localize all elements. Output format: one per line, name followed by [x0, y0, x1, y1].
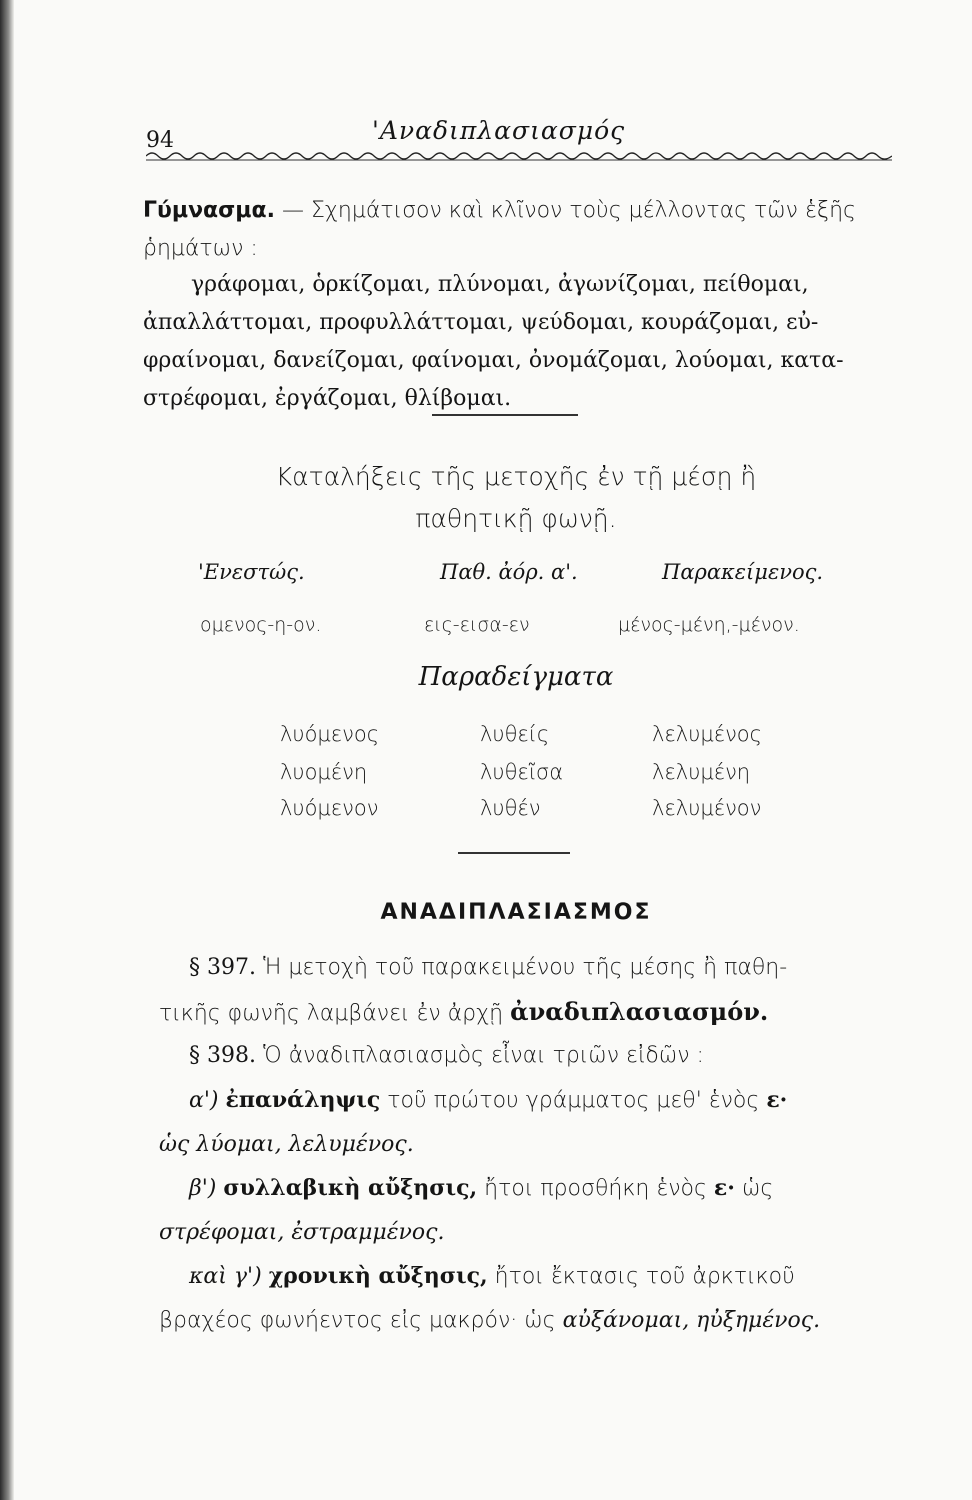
letter: ε·	[713, 1175, 735, 1201]
example-aorist: λυθεῖσα	[480, 760, 564, 784]
paragraph-number: § 397.	[189, 955, 256, 980]
paragraph-text: Ἡ μετοχὴ τοῦ παρακειμένου τῆς μέσης ἢ παθη-	[262, 955, 788, 980]
column-header-aorist: Παθ. ἀόρ. α'.	[440, 560, 578, 584]
item-example: αὐξάνομαι, ηὐξημένος.	[562, 1308, 821, 1333]
exercise-verbs	[143, 266, 903, 418]
example-present: λυόμενος	[280, 722, 380, 746]
ending-aorist: εις-εισα-εν	[424, 614, 530, 636]
ending-present: ομενος-η-ον.	[200, 614, 322, 636]
paragraph-number: § 398.	[189, 1043, 256, 1068]
column-header-perfect: Παρακείμενος.	[662, 560, 824, 584]
example-present: λυομένη	[280, 760, 368, 784]
item-text: ὡς	[741, 1176, 774, 1201]
paragraph-text: τικῆς φωνῆς λαμβάνει ἐν ἀρχῇ	[159, 1001, 504, 1026]
item-text: βραχέος φωνήεντος εἰς μακρόν· ὡς	[159, 1308, 556, 1333]
running-title: 'Αναδιπλασιασμός	[372, 116, 626, 145]
example-aorist: λυθέν	[480, 796, 541, 820]
exercise-instruction: — Σχημάτισον καὶ κλῖνον τοὺς μέλλοντας τῶν ἑξῆς ῥημάτων :	[143, 198, 856, 261]
exercise-intro	[143, 192, 903, 268]
paragraph-text: Ὁ ἀναδιπλασιασμὸς εἶναι τριῶν εἰδῶν :	[262, 1043, 704, 1068]
item-text: τοῦ πρώτου γράμματος μεθ' ἑνὸς	[387, 1088, 760, 1113]
item-example: ὡς λύομαι, λελυμένος.	[159, 1132, 414, 1157]
example-perfect: λελυμένος	[652, 722, 762, 746]
exercise-label: Γύμνασμα.	[143, 198, 275, 223]
key-term: χρονικὴ αὔξησις,	[268, 1263, 488, 1289]
column-header-present: 'Ενεστώς.	[198, 560, 305, 584]
letter: ε·	[766, 1087, 788, 1113]
key-term: ἀναδιπλασιασμόν.	[510, 997, 769, 1026]
verb-line: γράφομαι, ὁρκίζομαι, πλύνομαι, ἀγωνίζομαι, πείθομαι,	[191, 272, 809, 297]
ending-perfect: μένος-μένη,-μένον.	[618, 614, 800, 636]
item-a	[159, 1078, 905, 1167]
item-marker: β')	[189, 1176, 217, 1201]
item-b	[159, 1166, 905, 1255]
item-example: στρέφομαι, ἐστραμμένος.	[159, 1220, 445, 1245]
verb-line: ἀπαλλάττομαι, προφυλλάττομαι, ψεύδομαι, κουράζομαι, εὐ-	[143, 310, 819, 335]
key-term: συλλαβικὴ αὔξησις,	[223, 1175, 478, 1201]
item-marker: α')	[189, 1088, 219, 1113]
examples-title: Παραδείγματα	[418, 662, 614, 692]
example-present: λυόμενον	[280, 796, 379, 820]
verb-line: φραίνομαι, δανείζομαι, φαίνομαι, ὀνομάζομαι, λούομαι, κατα-	[143, 348, 844, 373]
item-marker: καὶ γ')	[189, 1264, 262, 1289]
paragraph-397	[159, 946, 905, 1036]
wavy-rule	[146, 146, 892, 162]
divider	[458, 852, 570, 854]
example-perfect: λελυμένον	[652, 796, 762, 820]
key-term: ἐπανάληψις	[225, 1087, 381, 1113]
endings-title-cont: παθητικῇ φωνῇ.	[415, 504, 617, 533]
paragraph-398	[165, 1034, 905, 1078]
section-heading: ΑΝΑΔΙΠΛΑΣΙΑΣΜΟΣ	[380, 900, 652, 925]
example-aorist: λυθείς	[480, 722, 550, 746]
example-perfect: λελυμένη	[652, 760, 751, 784]
endings-title: Καταλήξεις τῆς μετοχῆς ἐν τῇ μέσῃ ἢ	[275, 462, 757, 491]
item-c	[159, 1254, 905, 1343]
divider	[432, 414, 578, 416]
page-number: 94	[146, 128, 174, 153]
verb-line: στρέφομαι, ἐργάζομαι, θλίβομαι.	[143, 386, 512, 411]
item-text: ἤτοι ἔκτασις τοῦ ἀρκτικοῦ	[494, 1264, 795, 1289]
item-text: ἤτοι προσθήκη ἑνὸς	[484, 1176, 707, 1201]
